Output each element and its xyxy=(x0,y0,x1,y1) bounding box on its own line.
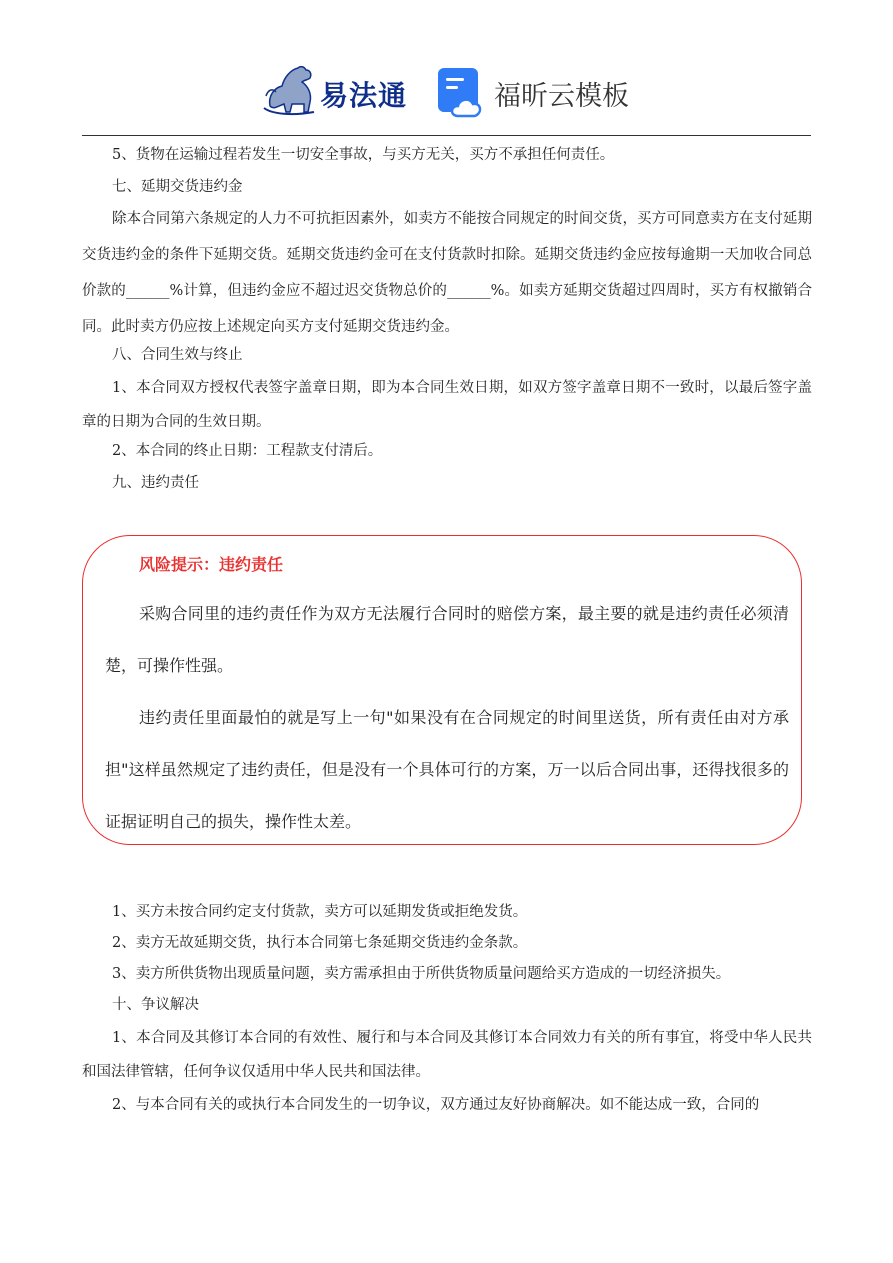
section-9-clause-3: 3、卖方所供货物出现质量问题，卖方需承担由于所供货物质量问题给买方造成的一切经济损失。 xyxy=(112,966,731,982)
risk-warning-box xyxy=(82,535,802,845)
header-divider xyxy=(82,135,811,136)
qilin-icon xyxy=(262,62,322,118)
yifatong-logo xyxy=(262,62,412,118)
section-10-heading: 十、争议解决 xyxy=(112,997,199,1013)
risk-warning-title: 风险提示：违约责任 xyxy=(139,555,284,574)
page-header xyxy=(0,0,893,136)
risk-warning-text-1: 采购合同里的违约责任作为双方无法履行合同时的赔偿方案，最主要的就是违约责任必须清楚，可操作性强。 xyxy=(105,604,789,675)
section-9-clause-1: 1、买方未按合同约定支付货款，卖方可以延期发货或拒绝发货。 xyxy=(112,904,528,920)
section-7-body: 除本合同第六条规定的人力不可抗拒因素外，如卖方不能按合同规定的时间交货，买方可同意卖方在支付延期交货违约金的条件下延期交货。延期交货违约金可在支付货款时扣除。延期交货违约金应按每逾期一天加收合同总价款的______%计算，但违约金应不超过迟交货物总价的______%。如卖方延期交货超过四周时，买方有权撤销合同。此时卖方仍应按上述规定向买方支付延期交货违约金。 xyxy=(82,211,812,335)
cloud-document-icon xyxy=(436,66,488,118)
fuxin-logo xyxy=(436,66,646,118)
yifatong-logo-text: 易法通 xyxy=(320,79,408,112)
fuxin-logo-text: 福昕云模板 xyxy=(494,81,629,112)
section-9-clause-2: 2、卖方无故延期交货，执行本合同第七条延期交货违约金条款。 xyxy=(112,935,528,951)
section-8-clause-2: 2、本合同的终止日期：工程款支付清后。 xyxy=(112,443,383,459)
section-8-heading: 八、合同生效与终止 xyxy=(112,347,243,363)
risk-warning-text-2: 违约责任里面最怕的就是写上一句"如果没有在合同规定的时间里送货，所有责任由对方承担"这样虽然规定了违约责任，但是没有一个具体可行的方案，万一以后合同出事，还得找很多的证据证明自己的损失，操作性太差。 xyxy=(105,708,789,831)
section-7-heading: 七、延期交货违约金 xyxy=(112,179,243,195)
clause-5-goods-transport: 5、货物在运输过程若发生一切安全事故，与买方无关，买方不承担任何责任。 xyxy=(112,147,615,163)
section-10-clause-2: 2、与本合同有关的或执行本合同发生的一切争议，双方通过友好协商解决。如不能达成一致，合同的 xyxy=(112,1097,760,1113)
section-10-clause-1: 1、本合同及其修订本合同的有效性、履行和与本合同及其修订本合同效力有关的所有事宜，将受中华人民共和国法律管辖，任何争议仅适用中华人民共和国法律。 xyxy=(82,1030,812,1080)
section-9-heading: 九、违约责任 xyxy=(112,475,199,491)
section-8-clause-1: 1、本合同双方授权代表签字盖章日期，即为本合同生效日期，如双方签字盖章日期不一致时，以最后签字盖章的日期为合同的生效日期。 xyxy=(82,380,812,430)
